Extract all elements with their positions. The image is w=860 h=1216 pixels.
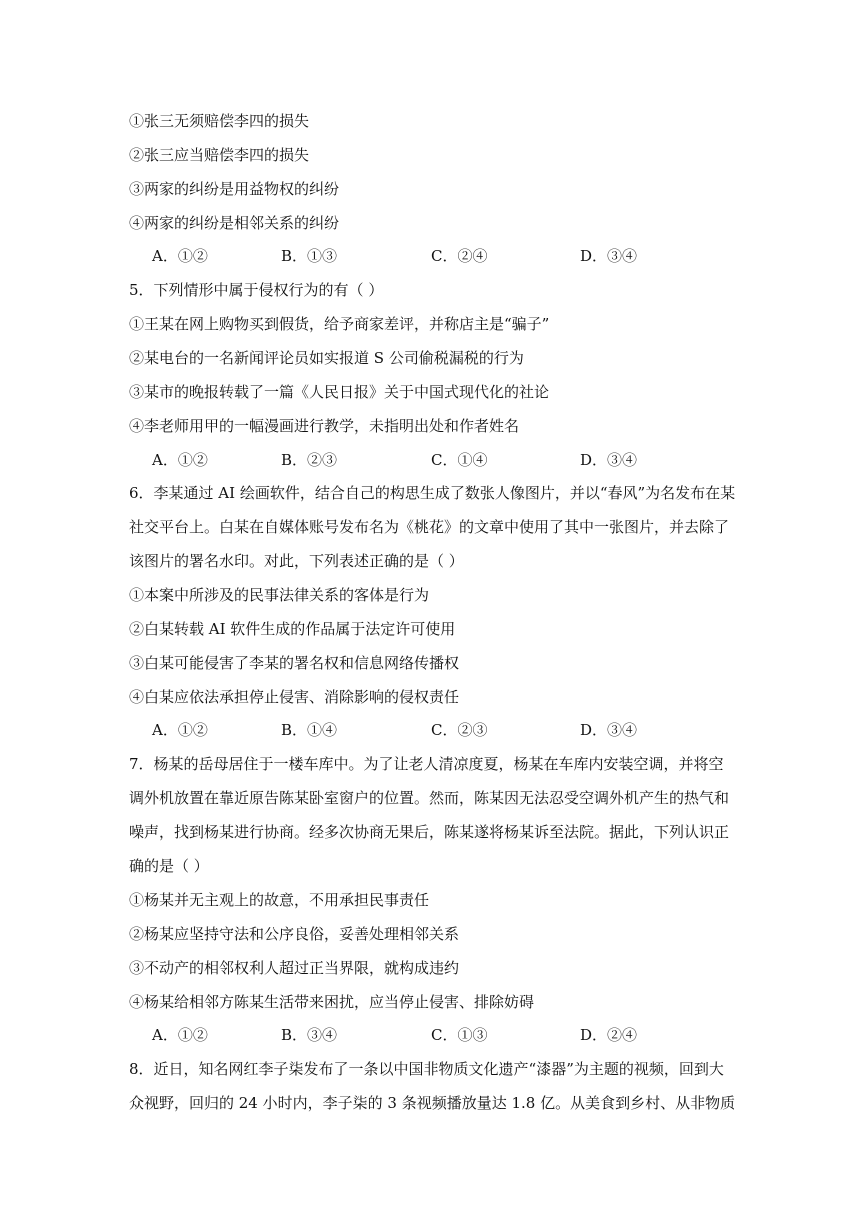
q4-item-1: ①张三无须赔偿李四的损失 (129, 112, 310, 130)
q5-option-d: D．③④ (580, 451, 638, 469)
q5-item-2: ②某电台的一名新闻评论员如实报道 S 公司偷税漏税的行为 (129, 349, 524, 367)
q7-stem-line-1: 7．杨某的岳母居住于一楼车库中。为了让老人清凉度夏，杨某在车库内安装空调，并将空 (129, 755, 724, 773)
q8-stem-line-1: 8．近日，知名网红李子柒发布了一条以中国非物质文化遗产“漆器”为主题的视频，回到大 (129, 1060, 724, 1078)
q6-option-a: A．①② (152, 721, 208, 739)
q5-item-3: ③某市的晚报转载了一篇《人民日报》关于中国式现代化的社论 (129, 383, 550, 401)
q4-option-c: C．②④ (431, 247, 488, 265)
q5-item-4: ④李老师用甲的一幅漫画进行教学，未指明出处和作者姓名 (129, 417, 520, 435)
q5-option-b: B．②③ (281, 451, 338, 469)
q7-option-b: B．③④ (281, 1026, 338, 1044)
q6-item-1: ①本案中所涉及的民事法律关系的客体是行为 (129, 586, 430, 604)
q4-item-2: ②张三应当赔偿李四的损失 (129, 146, 310, 164)
q7-item-4: ④杨某给相邻方陈某生活带来困扰，应当停止侵害、排除妨碍 (129, 993, 535, 1011)
q7-option-d: D．②④ (580, 1026, 638, 1044)
q4-item-4: ④两家的纠纷是相邻关系的纠纷 (129, 214, 340, 232)
q7-stem-line-2: 调外机放置在靠近原告陈某卧室窗户的位置。然而，陈某因无法忍受空调外机产生的热气和 (129, 789, 730, 807)
q4-option-a: A．①② (152, 247, 208, 265)
q6-item-4: ④白某应依法承担停止侵害、消除影响的侵权责任 (129, 688, 460, 706)
q4-option-b: B．①③ (281, 247, 338, 265)
q8-stem-line-2: 众视野，回归的 24 小时内，李子柒的 3 条视频播放量达 1.8 亿。从美食到乡村、从非物质 (129, 1094, 736, 1112)
q6-stem-line-1: 6．李某通过 AI 绘画软件，结合自己的构思生成了数张人像图片，并以“春风”为名发布在某 (129, 484, 736, 502)
q5-option-c: C．①④ (431, 451, 488, 469)
q6-option-c: C．②③ (431, 721, 488, 739)
q7-item-3: ③不动产的相邻权利人超过正当界限，就构成违约 (129, 959, 460, 977)
q6-stem-line-3: 该图片的署名水印。对此，下列表述正确的是（ ） (129, 552, 464, 570)
q7-item-1: ①杨某并无主观上的故意，不用承担民事责任 (129, 891, 430, 909)
q7-stem-line-3: 噪声，找到杨某进行协商。经多次协商无果后，陈某遂将杨某诉至法院。据此，下列认识正 (129, 823, 730, 841)
q6-stem-line-2: 社交平台上。白某在自媒体账号发布名为《桃花》的文章中使用了其中一张图片，并去除了 (129, 518, 730, 536)
q4-item-3: ③两家的纠纷是用益物权的纠纷 (129, 180, 340, 198)
q6-option-d: D．③④ (580, 721, 638, 739)
q7-item-2: ②杨某应坚持守法和公序良俗，妥善处理相邻关系 (129, 925, 460, 943)
q5-item-1: ①王某在网上购物买到假货，给予商家差评，并称店主是“骗子” (129, 315, 550, 333)
q4-option-d: D．③④ (580, 247, 638, 265)
q7-option-a: A．①② (152, 1026, 208, 1044)
q7-stem-line-4: 确的是（ ） (129, 857, 209, 875)
q6-option-b: B．①④ (281, 721, 338, 739)
q5-stem: 5．下列情形中属于侵权行为的有（ ） (129, 281, 384, 299)
q6-item-2: ②白某转载 AI 软件生成的作品属于法定许可使用 (129, 620, 456, 638)
q7-option-c: C．①③ (431, 1026, 488, 1044)
q5-option-a: A．①② (152, 451, 208, 469)
q6-item-3: ③白某可能侵害了李某的署名权和信息网络传播权 (129, 654, 460, 672)
